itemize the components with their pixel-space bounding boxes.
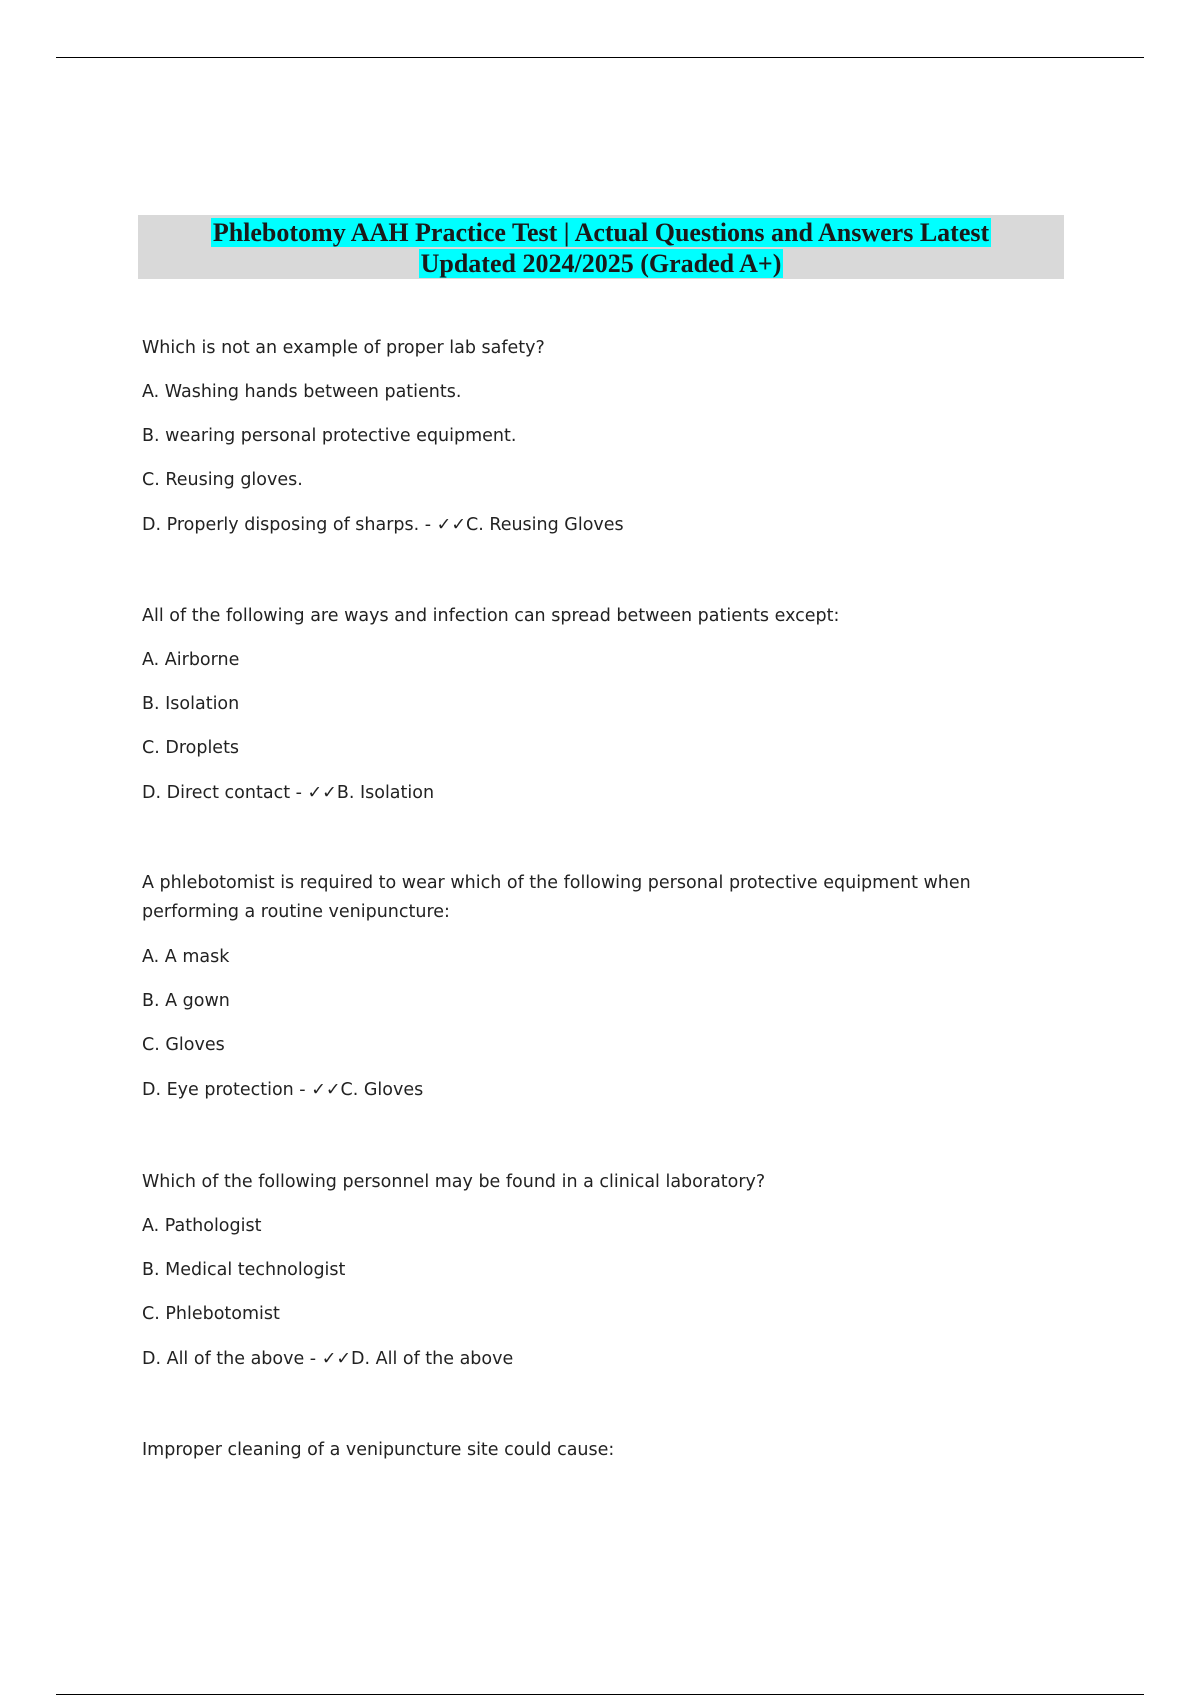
answer: B. Isolation bbox=[336, 783, 435, 803]
option-a: A. Pathologist bbox=[142, 1216, 262, 1236]
question-text: Which of the following personnel may be found in a clinical laboratory? bbox=[142, 1172, 766, 1192]
question-text: Improper cleaning of a venipuncture site could cause: bbox=[142, 1440, 615, 1460]
option-d: D. Direct contact - bbox=[142, 783, 308, 803]
option-d-with-answer bbox=[142, 783, 434, 803]
option-a: A. A mask bbox=[142, 947, 230, 967]
check-icon: ✓✓ bbox=[321, 1349, 352, 1369]
check-icon: ✓✓ bbox=[311, 1080, 341, 1100]
option-a: A. Airborne bbox=[142, 650, 240, 670]
title-line-2: Updated 2024/2025 (Graded A+) bbox=[420, 249, 782, 278]
question-text: Which is not an example of proper lab safety? bbox=[142, 338, 545, 358]
title-line-1: Phlebotomy AAH Practice Test | Actual Questions and Answers Latest bbox=[212, 218, 990, 247]
answer: D. All of the above bbox=[351, 1349, 514, 1369]
option-c: C. Gloves bbox=[142, 1035, 225, 1055]
option-c: C. Droplets bbox=[142, 738, 240, 758]
option-d-with-answer bbox=[142, 1349, 513, 1369]
option-b: B. wearing personal protective equipment. bbox=[142, 426, 517, 446]
check-icon: ✓✓ bbox=[436, 515, 466, 535]
bottom-rule bbox=[56, 1694, 1144, 1695]
check-icon: ✓✓ bbox=[307, 783, 337, 803]
answer: C. Gloves bbox=[340, 1080, 424, 1100]
answer: C. Reusing Gloves bbox=[465, 515, 624, 535]
top-rule bbox=[56, 57, 1144, 58]
option-d: D. Properly disposing of sharps. - bbox=[142, 515, 437, 535]
option-b: B. Medical technologist bbox=[142, 1260, 346, 1280]
option-d: D. Eye protection - bbox=[142, 1080, 312, 1100]
option-d: D. All of the above - bbox=[142, 1349, 322, 1369]
question-text: All of the following are ways and infection can spread between patients except: bbox=[142, 606, 840, 626]
option-c: C. Reusing gloves. bbox=[142, 470, 303, 490]
page-title bbox=[138, 215, 1064, 279]
option-d-with-answer bbox=[142, 1080, 423, 1100]
question-text: A phlebotomist is required to wear which of the following personal protective equipment when performing a routine venipuncture: bbox=[142, 873, 971, 922]
option-b: B. A gown bbox=[142, 991, 230, 1011]
option-c: C. Phlebotomist bbox=[142, 1304, 280, 1324]
option-a: A. Washing hands between patients. bbox=[142, 382, 462, 402]
option-d-with-answer bbox=[142, 515, 624, 535]
option-b: B. Isolation bbox=[142, 694, 240, 714]
